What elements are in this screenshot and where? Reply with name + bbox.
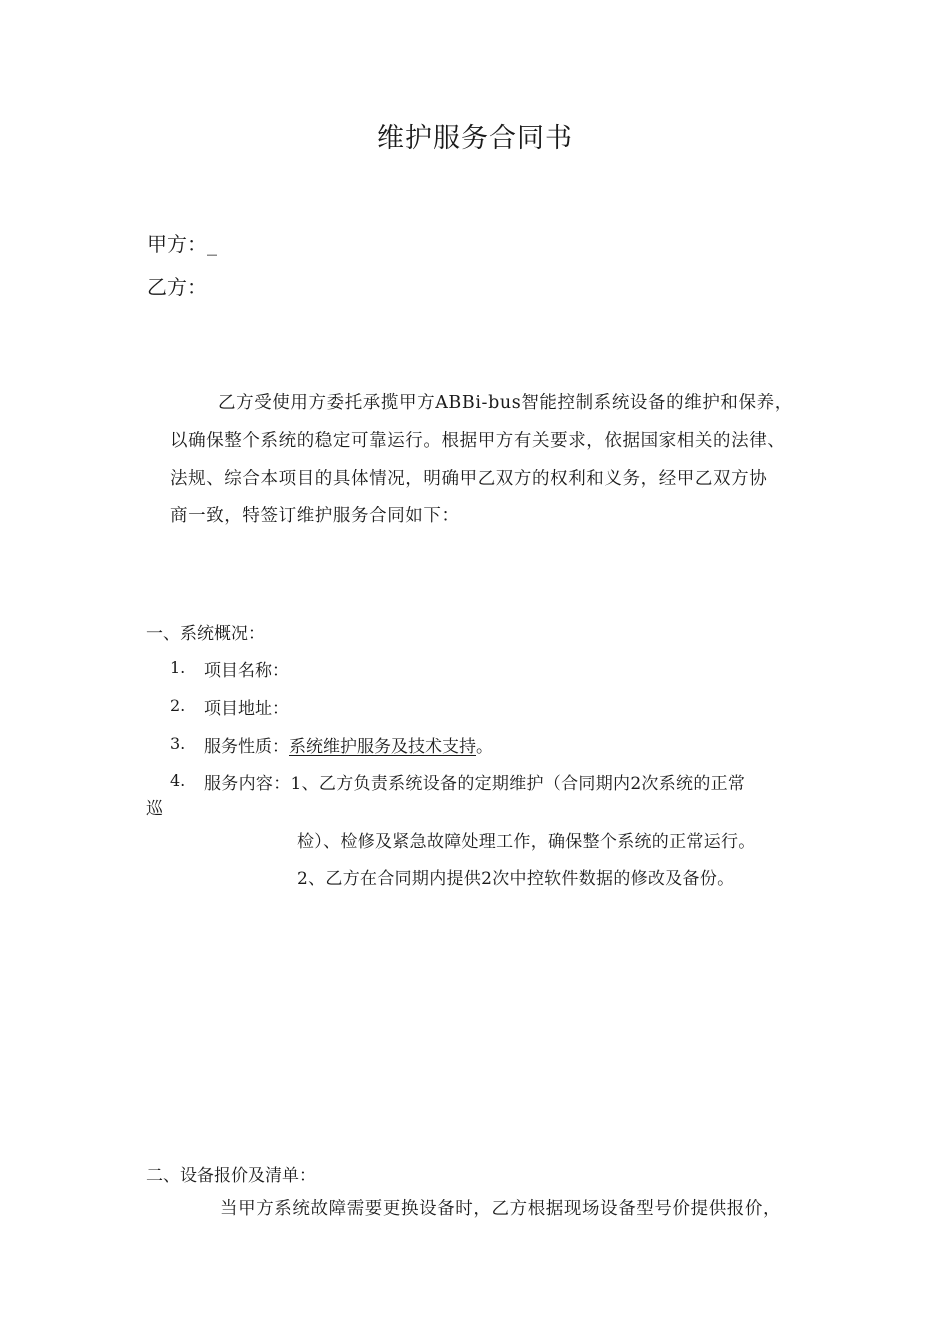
list-item-project-address: 项目地址： bbox=[204, 699, 289, 719]
list-item-number: 4. bbox=[170, 771, 186, 790]
list-item-number: 2. bbox=[170, 696, 186, 715]
list-item-service-content: 服务内容：1、乙方负责系统设备的定期维护（合同期内2次系统的正常 bbox=[204, 774, 746, 794]
service-nature-label: 服务性质： bbox=[204, 737, 289, 757]
service-nature-end: 。 bbox=[476, 737, 493, 757]
wrapped-char: 巡 bbox=[146, 799, 163, 819]
party-b-line: 乙方： bbox=[147, 275, 207, 299]
section-2-text: 当甲方系统故障需要更换设备时，乙方根据现场设备型号价提供报价， bbox=[220, 1199, 782, 1219]
section-1-heading: 一、系统概况： bbox=[146, 624, 265, 644]
list-item-number: 3. bbox=[170, 734, 186, 753]
service-content-item-2: 2、乙方在合同期内提供2次中控软件数据的修改及备份。 bbox=[297, 869, 735, 889]
intro-line: 法规、综合本项目的具体情况，明确甲乙双方的权利和义务，经甲乙双方协 bbox=[170, 469, 768, 489]
service-nature-value: 系统维护服务及技术支持 bbox=[289, 737, 476, 757]
list-item-project-name: 项目名称： bbox=[204, 661, 289, 681]
intro-line: 商一致，特签订维护服务合同如下： bbox=[170, 506, 460, 526]
list-item-number: 1. bbox=[170, 658, 186, 677]
intro-line: 乙方受使用方委托承揽甲方ABBi-bus智能控制系统设备的维护和保养， bbox=[218, 393, 793, 413]
service-content-continuation: 检）、检修及紧急故障处理工作，确保整个系统的正常运行。 bbox=[297, 832, 756, 852]
section-2-heading: 二、设备报价及清单： bbox=[146, 1166, 316, 1186]
document-title: 维护服务合同书 bbox=[377, 123, 573, 154]
party-a-line: 甲方：_ bbox=[147, 232, 217, 256]
intro-line: 以确保整个系统的稳定可靠运行。根据甲方有关要求，依据国家相关的法律、 bbox=[170, 431, 786, 451]
list-item-service-nature bbox=[204, 732, 493, 757]
